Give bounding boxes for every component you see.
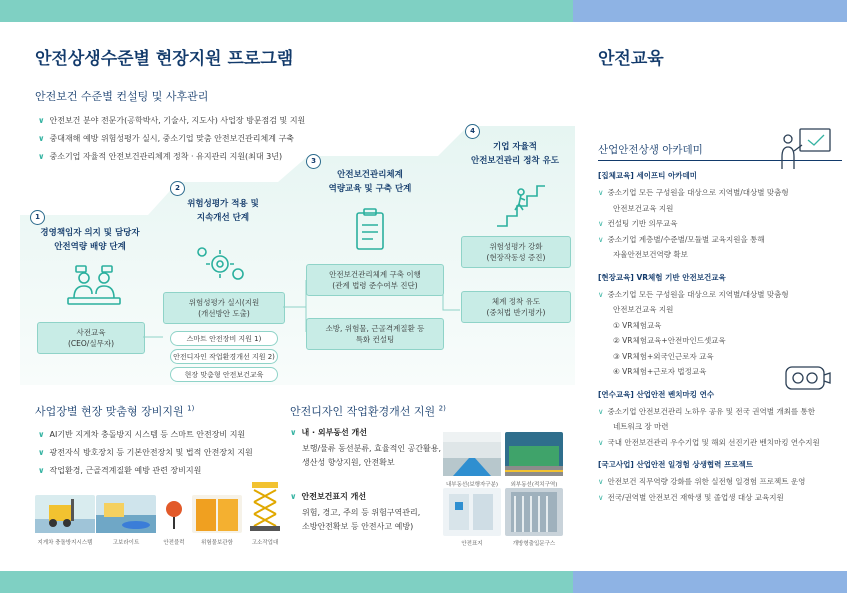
step-3-badge: 3 xyxy=(306,154,321,169)
design-line: 소방안전확보 등 안전사고 예방) xyxy=(302,522,414,531)
section-line: 자율안전보건역량 확보 xyxy=(613,250,688,259)
design-group-2: ∨ 안전보건표지 개선 위험, 경고, 주의 등 위험구역관리, 소방안전확보 등 안전사고 예방) xyxy=(290,488,420,534)
caption-hazmat-cabinet: 위험물보관함 xyxy=(201,540,233,546)
consult-item: ∨ 중소기업 자율적 안전보건관리체계 정착 · 유지관리 지원(최대 3년) xyxy=(38,152,283,161)
equip-item: ∨ 광전자식 방호장치 등 기본안전장치 및 법적 안전장치 지원 xyxy=(38,448,253,457)
design-line: 위험, 경고, 주의 등 위험구역관리, xyxy=(302,508,421,517)
section-line: ② VR체험교육+안전마인드셋교육 xyxy=(613,336,726,345)
section-line: 네트워크 장 마련 xyxy=(613,422,669,431)
equip-heading: 사업장별 현장 맞춤형 장비지원 $^{1)}$ xyxy=(35,404,195,418)
equip-item: ∨ 작업환경, 근골격계질환 예방 관련 장비지원 xyxy=(38,466,202,475)
section-heading: [국고사업] 산업안전 일경험 상생협력 프로젝트 xyxy=(598,460,753,469)
box-system-settle: 체계 정착 유도 (중처법 반기평가) xyxy=(461,291,571,323)
top-bar-right xyxy=(573,0,847,22)
step-1-title: 경영책임자 의지 및 담당자 안전역량 배양 단계 xyxy=(40,228,140,252)
consult-heading: 안전보건 수준별 컨설팅 및 사후관리 xyxy=(35,90,209,103)
right-page-title: 안전교육 xyxy=(598,49,664,69)
consult-item: ∨ 중대재해 예방 위험성평가 실시, 중소기업 맞춤 안전보건관리체계 구축 xyxy=(38,134,294,143)
photo-forklift xyxy=(35,495,95,533)
section-line: ∨ 중소기업 계층별/수준별/모듈별 교육지원을 통해 xyxy=(598,234,765,244)
photo-safety-block xyxy=(160,495,188,533)
box-risk-enhance: 위험성평가 강화 (현장작동성 증진) xyxy=(461,236,571,268)
section-heading: [연수교육] 산업안전 벤치마킹 연수 xyxy=(598,389,715,399)
left-page-title: 안전상생수준별 현장지원 프로그램 xyxy=(35,49,294,69)
box-safety-design: 안전디자인 작업환경개선 지원 2) xyxy=(170,349,278,364)
photo-hazmat-cabinet xyxy=(192,495,242,533)
design-line: 보행/물류 동선분류, 효율적인 공간활용, xyxy=(302,444,442,453)
instructor-board-icon xyxy=(776,125,836,173)
meeting-icon xyxy=(62,264,126,312)
caption-safety-block: 안전블럭 xyxy=(163,540,185,546)
section-line: ∨ 컨설팅 기반 의무교육 xyxy=(598,219,678,228)
caption-forklift: 지게차 충돌방지시스템 xyxy=(37,540,93,546)
caption-gobo-light: 고보라이트 xyxy=(112,540,140,546)
section-line: ∨ 중소기업 모든 구성원을 대상으로 지역별/대상별 맞춤형 xyxy=(598,188,789,197)
caption-safety-sign: 안전표지 xyxy=(461,541,483,547)
section-line: ③ VR체험+외국인근로자 교육 xyxy=(613,351,714,361)
section-heading: [현장교육] VR체험 기반 안전보건교육 xyxy=(598,272,726,282)
photo-gobo-light xyxy=(96,495,156,533)
section-line: 안전보건교육 지원 xyxy=(613,305,674,314)
section-line: ① VR체험교육 xyxy=(613,320,662,330)
photo-aerial-lift xyxy=(248,480,282,533)
section-line: ∨ 중소기업 모든 구성원을 대상으로 지역별/대상별 맞춤형 xyxy=(598,289,789,299)
box-risk-assessment: 위험성평가 실시(지원 (개선방안 도출) xyxy=(163,292,285,324)
step-3-title: 안전보건관리체계 역량교육 및 구축 단계 xyxy=(328,170,412,194)
design-heading: 안전디자인 작업환경개선 지원 $^{2)}$ xyxy=(290,404,446,418)
section-line: ∨ 전국/권역별 안전보건 재학생 및 졸업생 대상 교육지원 xyxy=(598,492,784,502)
box-system-build: 안전보건관리체계 구축 이행 (관계 법령 준수여부 진단) xyxy=(306,264,444,296)
step-4-title: 기업 자율적 안전보건관리 정착 유도 xyxy=(470,142,560,166)
vr-headset-icon xyxy=(780,357,832,397)
section-line: ∨ 중소기업 안전보건관리 노하우 공유 및 전국 권역별 개최를 통한 xyxy=(598,406,815,416)
bottom-bar-right xyxy=(573,571,847,593)
photo-indoor-path xyxy=(443,432,501,476)
design-line: 생산성 향상지원, 안전확보 xyxy=(302,458,395,467)
top-bar-left xyxy=(0,0,573,22)
section-line: ④ VR체험+근로자 법정교육 xyxy=(613,367,707,376)
bottom-bar-left xyxy=(0,571,573,593)
box-special-consulting: 소방, 위험물, 근골격계질환 등 특화 컨설팅 xyxy=(306,318,444,350)
section-line: ∨ 안전보건 직무역량 강화를 위한 실전형 일경험 프로젝트 운영 xyxy=(598,477,806,486)
equip-item: ∨ AI기반 지게차 충돌방지 시스템 등 스마트 안전장비 지원 xyxy=(38,430,246,439)
photo-safety-sign xyxy=(443,488,501,536)
consult-item: ∨ 안전보건 분야 전문가(공학박사, 기술사, 지도사) 사업장 방문점검 및 지원 xyxy=(38,116,306,125)
step-2-title: 위험성평가 적용 및 지속개선 단계 xyxy=(187,199,259,223)
caption-open-entrance: 개방형출입문구스 xyxy=(512,541,556,547)
photo-open-entrance xyxy=(505,488,563,536)
step-4-badge: 4 xyxy=(465,124,480,139)
section-group-education xyxy=(598,170,843,263)
section-heading: [집체교육] 세이프티 아카데미 xyxy=(598,171,698,180)
design-group-1: ∨ 내 · 외부동선 개선 보행/물류 동선분류, 효율적인 공간활용, 생산성 향상지원, 안전확보 xyxy=(290,424,441,470)
equip-list xyxy=(38,426,253,480)
academy-heading: 산업안전상생 아카데미 xyxy=(598,144,703,156)
right-sections xyxy=(598,170,843,505)
section-benchmarking xyxy=(598,389,843,451)
photo-outdoor-path xyxy=(505,432,563,476)
section-work-experience xyxy=(598,459,843,505)
box-smart-equipment: 스마트 안전장비 지원 1) xyxy=(170,331,278,346)
box-custom-education: 현장 맞춤형 안전보건교육 xyxy=(170,367,278,382)
clipboard-icon xyxy=(345,205,395,255)
caption-aerial-lift: 고소작업대 xyxy=(251,540,279,546)
section-line: 안전보건교육 지원 xyxy=(613,203,674,213)
caption-indoor-path: 내부동선(보행자구분) xyxy=(445,482,499,488)
stairs-climb-icon xyxy=(493,180,548,230)
step-2-badge: 2 xyxy=(170,181,185,196)
box-pre-education: 사전교육 (CEO/실무자) xyxy=(37,322,145,354)
step-1-badge: 1 xyxy=(30,210,45,225)
section-line: ∨ 국내 안전보건관리 우수기업 및 해외 선진기관 벤치마킹 연수지원 xyxy=(598,437,820,447)
caption-outdoor-path: 외부동선(적치구역) xyxy=(510,482,558,488)
